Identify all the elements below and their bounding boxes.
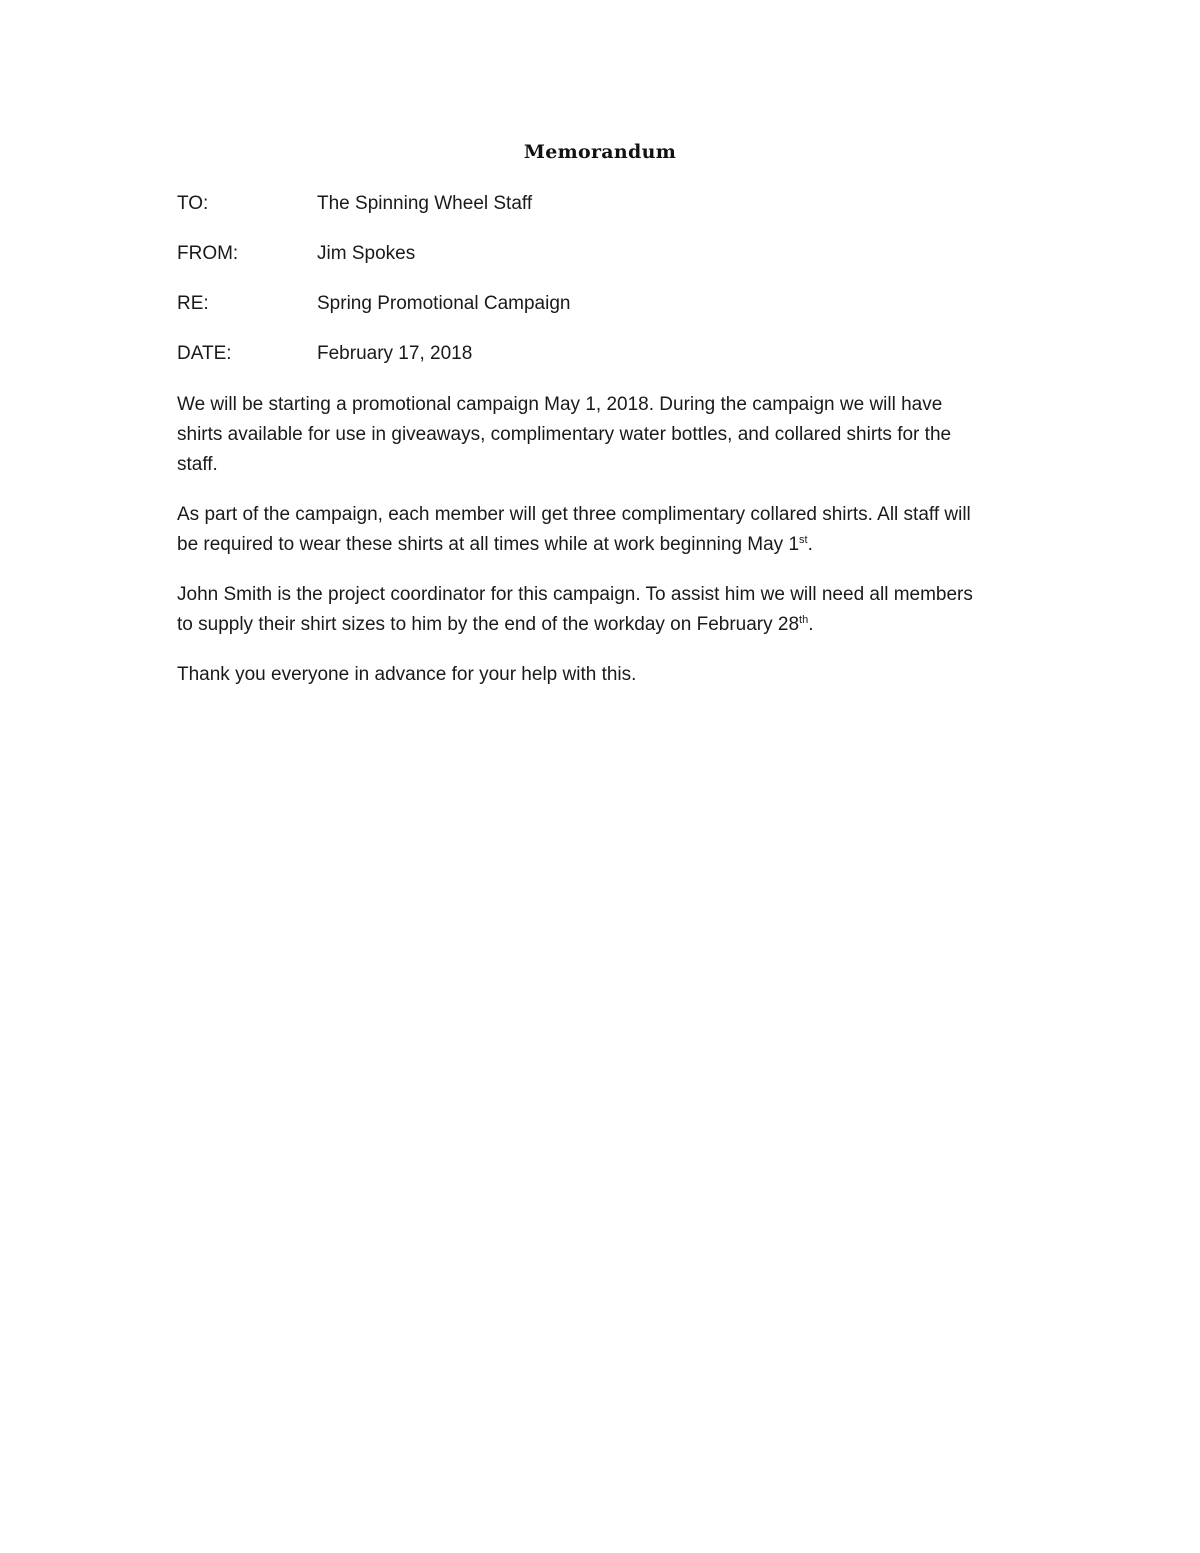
paragraph-line: We will be starting a promotional campaign May 1, 2018. During the campaign we will have [177,394,943,415]
paragraph-text: to supply their shirt sizes to him by the end of the workday on February 28 [177,614,800,635]
memo-title: Memorandum [523,141,677,163]
body-paragraph-3 [177,580,1027,640]
paragraph-line: staff. [177,454,218,475]
paragraph-line [177,610,1027,640]
re-label: RE: [177,293,209,314]
sentence-end: . [808,614,814,635]
to-label: TO: [177,193,209,214]
paragraph-line: John Smith is the project coordinator for this campaign. To assist him we will need all members [177,584,973,605]
ordinal-suffix: th [799,614,809,626]
date-value: February 17, 2018 [317,343,473,364]
body-paragraph-2 [177,500,1027,560]
paragraph-text: be required to wear these shirts at all times while at work beginning May 1 [177,534,800,555]
body-paragraph-1 [177,390,1027,480]
paragraph-line: As part of the campaign, each member will get three complimentary collared shirts. All staff will [177,504,971,525]
paragraph-line: Thank you everyone in advance for your help with this. [177,664,637,685]
body-paragraph-4 [177,660,1027,690]
from-label: FROM: [177,243,239,264]
sentence-end: . [807,534,813,555]
ordinal-suffix: st [799,534,808,546]
paragraph-line: shirts available for use in giveaways, complimentary water bottles, and collared shirts for the [177,424,952,445]
re-value: Spring Promotional Campaign [317,293,571,314]
paragraph-line [177,530,1027,560]
to-value: The Spinning Wheel Staff [317,193,533,214]
date-label: DATE: [177,343,232,364]
from-value: Jim Spokes [317,243,416,264]
